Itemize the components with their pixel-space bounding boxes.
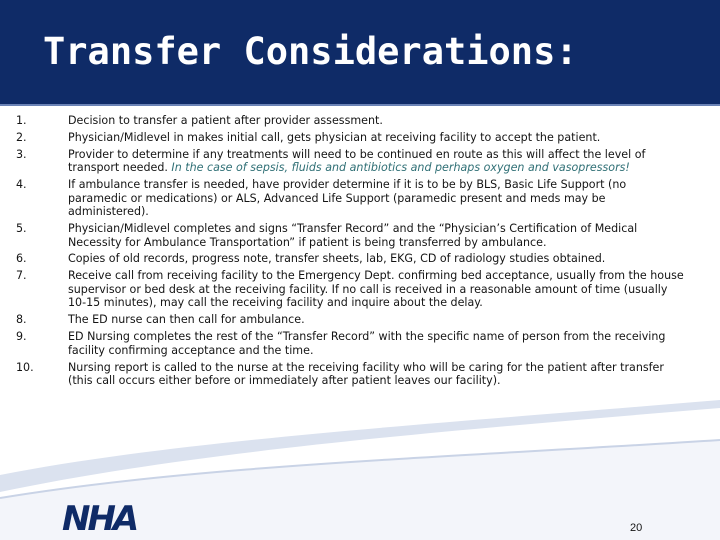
list-item-number: 9. xyxy=(16,330,27,344)
list-item-text xyxy=(68,148,686,175)
list-item-emphasis: In the case of sepsis, fluids and antibiotics and perhaps oxygen and vasopressors! xyxy=(167,161,630,175)
list-item-body: Receive call from receiving facility to the Emergency Dept. confirming bed acceptance, usually from the house supervisor or bed desk at the receiving facility. If no call is received in a reasonable amount of time (usually 10-15 minutes), may call the receiving facility and inquire about the delay. xyxy=(68,269,684,310)
list-item-text xyxy=(68,178,686,219)
list-item xyxy=(16,148,686,175)
list-item-body: Decision to transfer a patient after provider assessment. xyxy=(68,114,383,127)
list-item-body: The ED nurse can then call for ambulance. xyxy=(68,313,305,327)
list-item-body: If ambulance transfer is needed, have provider determine if it is to be by BLS, Basic Life Support (no paramedic or medications) or ALS, Advanced Life Support (paramedic present and meds may be administered). xyxy=(68,178,627,219)
list-item xyxy=(16,330,686,357)
numbered-list xyxy=(16,114,686,388)
list-item-body: ED Nursing completes the rest of the “Transfer Record” with the specific name of person from the receiving facility confirming acceptance and the time. xyxy=(68,330,666,357)
list-item xyxy=(16,222,686,249)
list-item-number: 3. xyxy=(16,147,27,161)
header-divider xyxy=(0,104,720,106)
list-item-number: 2. xyxy=(16,130,27,144)
list-item xyxy=(16,114,686,128)
list-item-text xyxy=(68,131,686,145)
list-item-number: 6. xyxy=(16,252,27,266)
list-item-body: Nursing report is called to the nurse at the receiving facility who will be caring for the patient after transfer (this call occurs either before or immediately after patient leaves our facility). xyxy=(68,360,664,388)
title-bar xyxy=(0,0,720,105)
list-item xyxy=(16,361,686,388)
list-item-number: 7. xyxy=(16,269,27,283)
list-item xyxy=(16,313,686,327)
page-number: 20 xyxy=(630,522,643,534)
list-item-body: Physician/Midlevel in makes initial call, gets physician at receiving facility to accept the patient. xyxy=(68,130,601,144)
list-item-number: 4. xyxy=(16,178,27,192)
list-item xyxy=(16,252,686,266)
slide-body xyxy=(16,114,686,391)
list-item-number: 8. xyxy=(16,313,27,327)
list-item-text xyxy=(68,222,686,249)
list-item xyxy=(16,269,686,310)
list-item-text xyxy=(68,361,686,388)
list-item xyxy=(16,178,686,219)
list-item-text xyxy=(68,330,686,357)
list-item-body: Copies of old records, progress note, transfer sheets, lab, EKG, CD of radiology studies obtained. xyxy=(68,252,606,266)
list-item xyxy=(16,131,686,145)
list-item-body: Provider to determine if any treatments will need to be continued en route as this will affect the level of transport needed. xyxy=(68,147,646,175)
list-item-text xyxy=(68,114,686,128)
list-item-text xyxy=(68,269,686,310)
slide-title: Transfer Considerations: xyxy=(43,30,578,73)
list-item-number: 5. xyxy=(16,222,27,236)
list-item-body: Physician/Midlevel completes and signs “Transfer Record” and the “Physician’s Certification of Medical Necessity for Ambulance Transportation” if patient is being transferred by ambulance. xyxy=(68,222,638,249)
list-item-number: 1. xyxy=(16,114,27,127)
nha-logo: NHA xyxy=(62,499,137,539)
list-item-text xyxy=(68,313,686,327)
list-item-number: 10. xyxy=(16,360,34,374)
list-item-text xyxy=(68,252,686,266)
